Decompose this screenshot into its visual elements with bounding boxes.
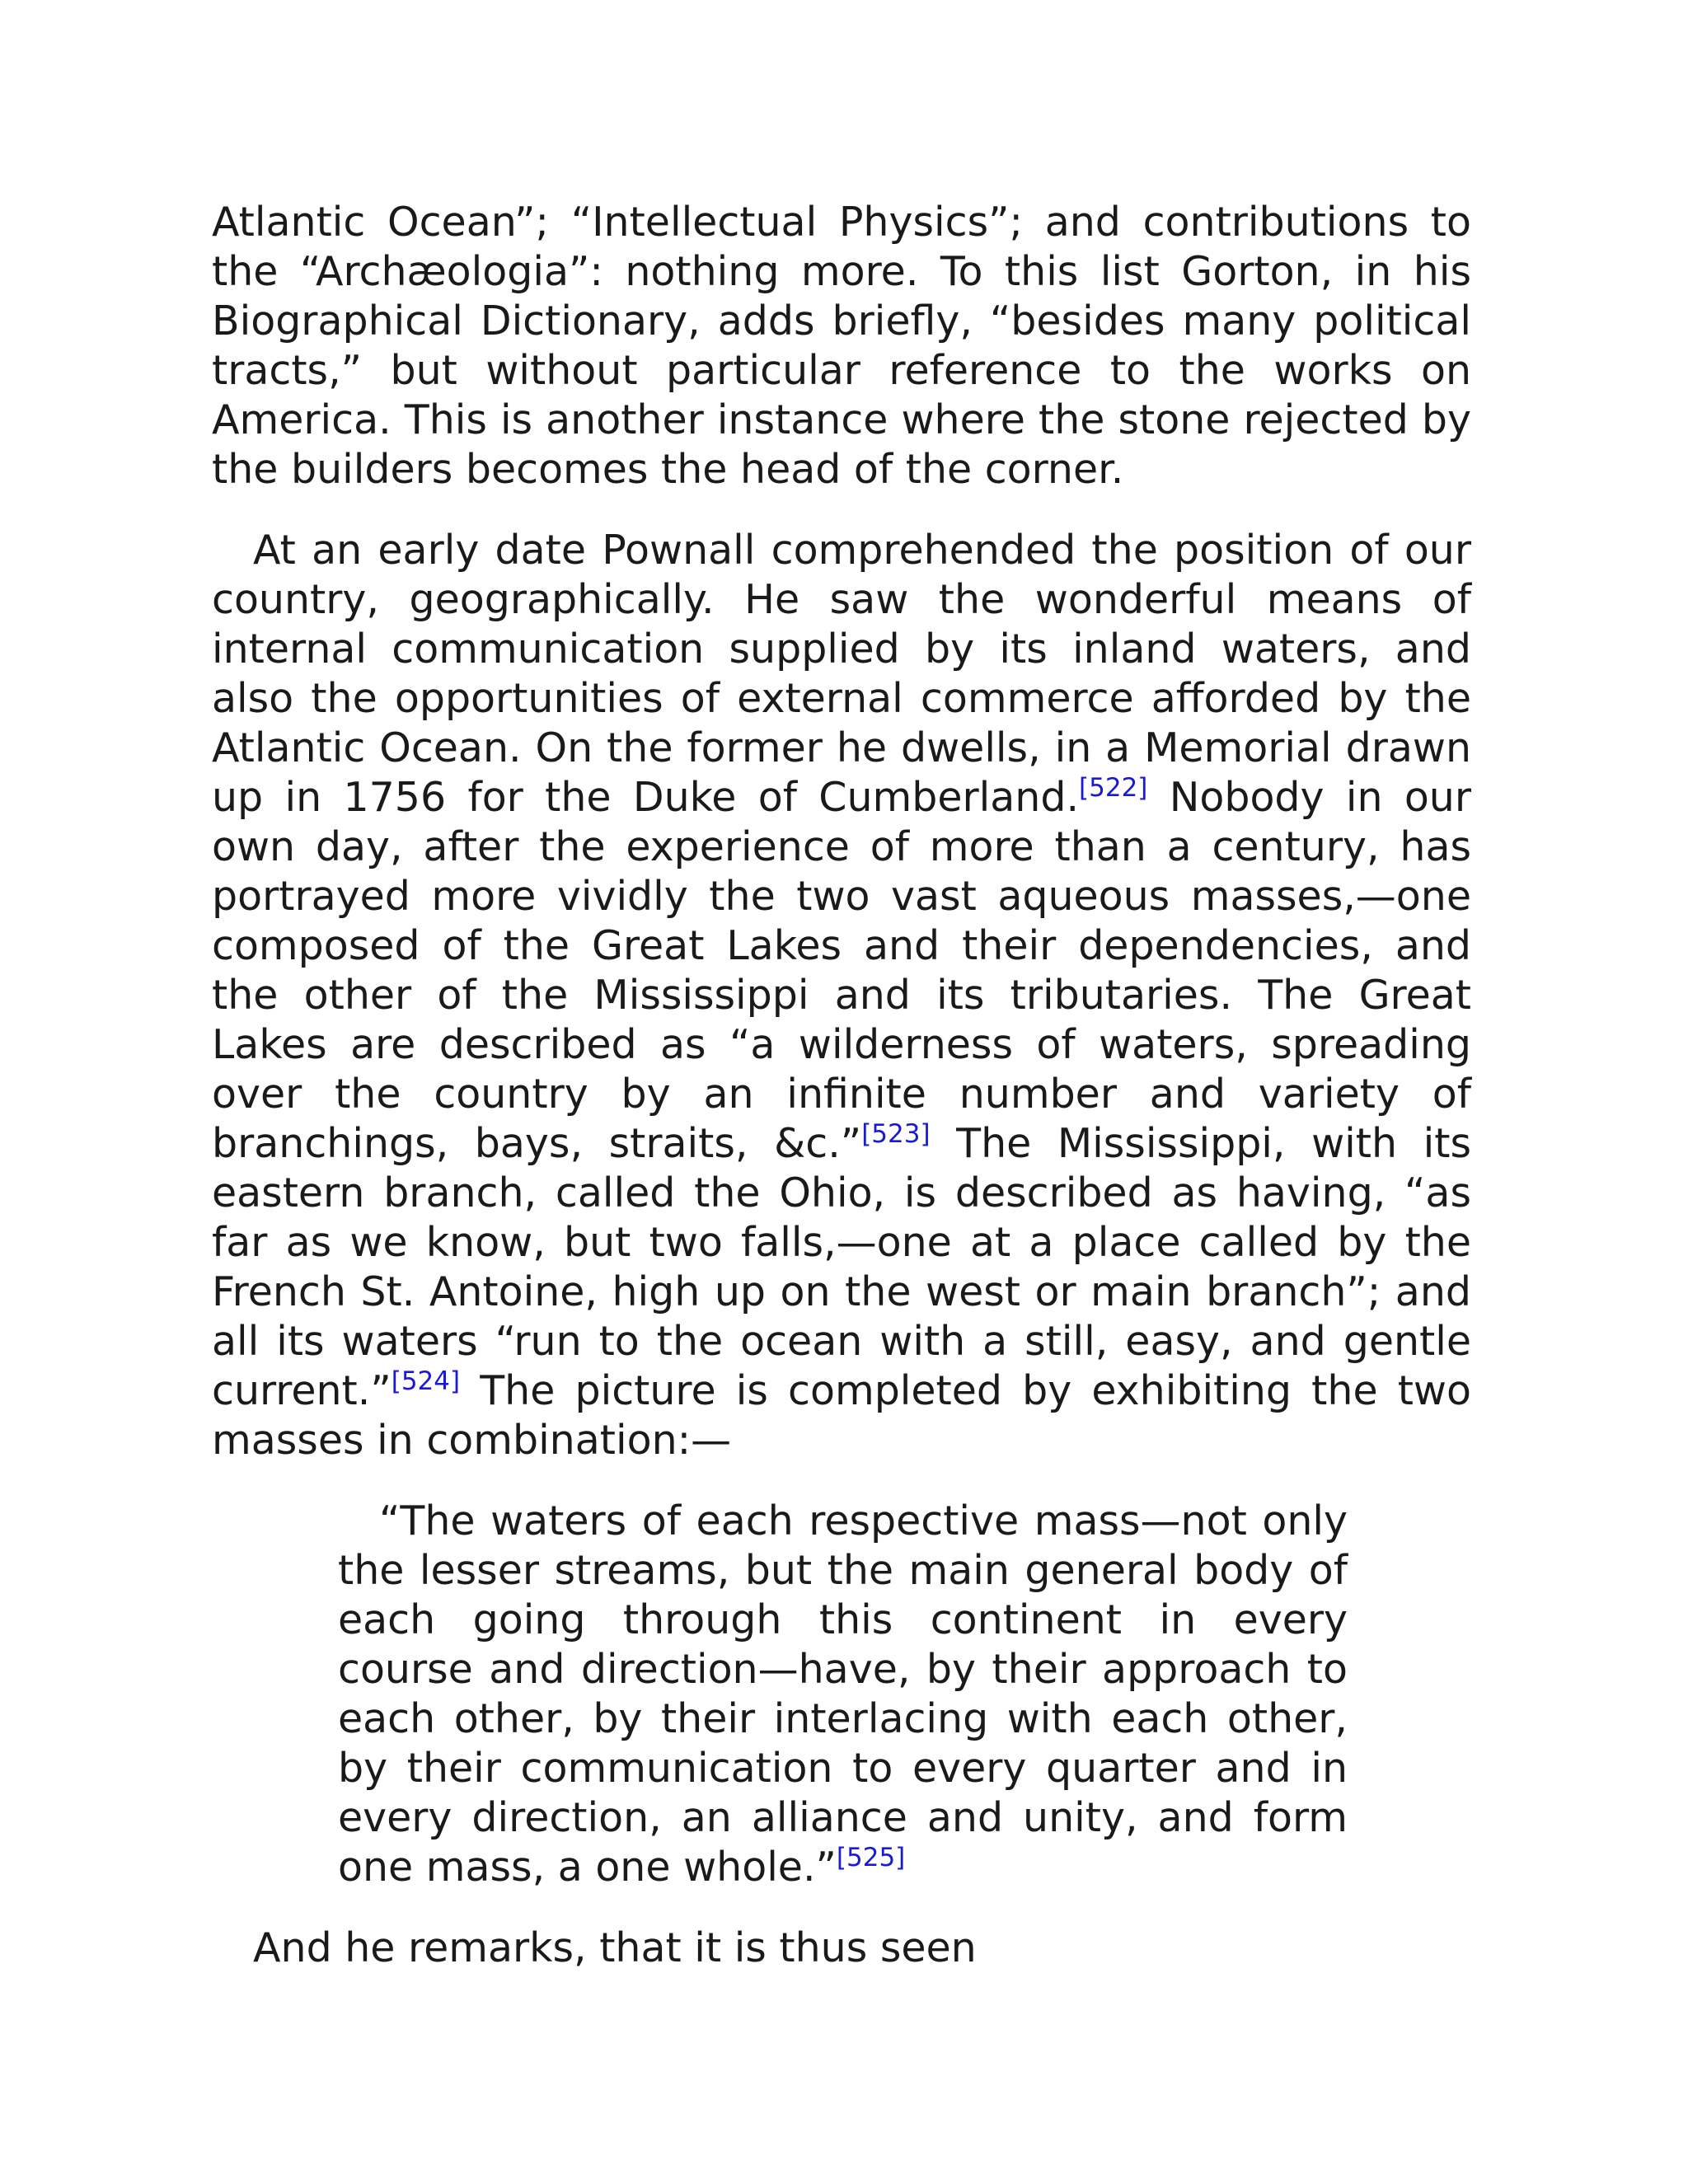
paragraph-text: And he remarks, that it is thus seen: [253, 1924, 977, 1971]
footnote-link-522[interactable]: [522]: [1079, 773, 1148, 803]
block-quote: [338, 1497, 1348, 1892]
footnote-link-524[interactable]: [524]: [391, 1366, 461, 1396]
paragraph-text: Nobody in our own day, after the experience of more than a century, has portrayed more vividly the two vast aqueous masses,—one composed of the Great Lakes and their dependencies, and the other of the Mississippi and its tributaries. The Great Lakes are described as “a wilderness of waters, spreading over the country by an infinite number and variety of branchings, bays, straits, &c.”: [212, 774, 1471, 1167]
footnote-link-523[interactable]: [523]: [861, 1119, 931, 1149]
quote-text: “The waters of each respective mass—not only the lesser streams, but the main general body of each going through this continent in every course and direction—have, by their approach to each other, by their interlacing with each other, by their communication to every quarter and in every direction, an alliance and unity, and form one mass, a one whole.”: [338, 1497, 1348, 1891]
paragraph-remarks: [212, 1924, 1471, 1973]
paragraph-text: The Mississippi, with its eastern branch, called the Ohio, is described as having, “as far as we know, but two falls,—one at a place called by the French St. Antoine, high up on the west or main branch”; and all its waters “run to the ocean with a still, easy, and gentle current.”: [212, 1120, 1471, 1414]
paragraph-text: Atlantic Ocean”; “Intellectual Physics”; and contributions to the “Archæologia”: nothing more. To this list Gorton, in his Biographical Dictionary, adds briefly, “besides many political tracts,” but without particular reference to the works on America. This is another instance where the stone rejected by the builders becomes the head of the corner.: [212, 199, 1471, 493]
paragraph-text: The picture is completed by exhibiting the two masses in combination:—: [212, 1367, 1471, 1464]
footnote-link-525[interactable]: [525]: [836, 1843, 906, 1872]
paragraph-pownall-geography: [212, 526, 1471, 1465]
page-body: [212, 198, 1471, 1973]
paragraph-text: At an early date Pownall comprehended the position of our country, geographically. He saw the wonderful means of internal communication supplied by its inland waters, and also the opportunities of external commerce afforded by the Atlantic Ocean. On the former he dwells, in a Memorial drawn up in 1756 for the Duke of Cumberland.: [212, 527, 1471, 821]
paragraph-continued: [212, 198, 1471, 494]
